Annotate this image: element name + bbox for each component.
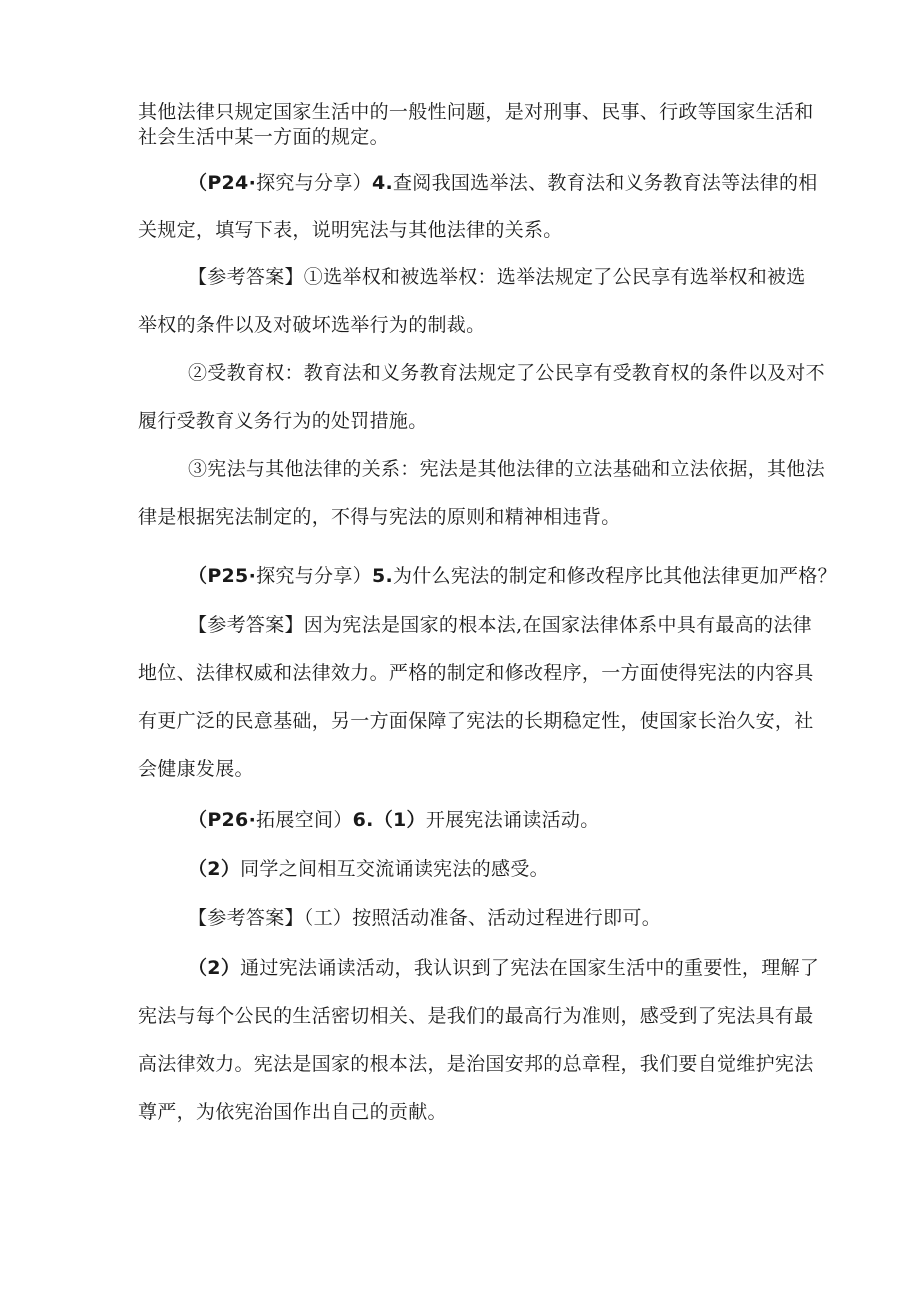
question-text: 开展宪法诵读活动。 bbox=[425, 809, 600, 831]
answer-line: 【参考答案】（工）按照活动准备、活动过程进行即可。 bbox=[188, 907, 662, 929]
paren-open: （ bbox=[188, 565, 208, 587]
section-name: 拓展空间） bbox=[256, 809, 353, 831]
answer-line: 地位、法律权威和法律效力。严格的制定和修改程序，一方面使得宪法的内容具 bbox=[138, 662, 814, 684]
answer-line: 尊严，为依宪治国作出自己的贡献。 bbox=[138, 1101, 447, 1123]
question-number: 6. bbox=[352, 809, 374, 831]
answer-line: 举权的条件以及对破坏选举行为的制裁。 bbox=[138, 314, 486, 336]
separator-dot: · bbox=[248, 172, 257, 194]
answer-line bbox=[188, 956, 819, 980]
section-name: 探究与分享） bbox=[256, 172, 372, 194]
answer-line: 有更广泛的民意基础，另一方面保障了宪法的长期稳定性，使国家长治久安，社 bbox=[138, 710, 814, 732]
question-6-sub-2 bbox=[188, 857, 549, 881]
page-ref: P24 bbox=[207, 172, 249, 194]
paren-open: （ bbox=[188, 809, 208, 831]
question-4-line-2: 关规定，填写下表，说明宪法与其他法律的关系。 bbox=[138, 219, 563, 241]
question-text: 查阅我国选举法、教育法和义务教育法等法律的相 bbox=[392, 172, 818, 194]
page-ref: P25 bbox=[207, 565, 249, 587]
answer-line: ③宪法与其他法律的关系：宪法是其他法律的立法基础和立法依据，其他法 bbox=[188, 458, 825, 480]
question-6-line bbox=[188, 808, 600, 832]
answer-text: 通过宪法诵读活动，我认识到了宪法在国家生活中的重要性，理解了 bbox=[240, 957, 820, 979]
answer-line: 律是根据宪法制定的，不得与宪法的原则和精神相违背。 bbox=[138, 506, 621, 528]
section-name: 探究与分享） bbox=[256, 565, 372, 587]
paragraph-line: 社会生活中某一方面的规定。 bbox=[138, 126, 389, 148]
sub-number: （2） bbox=[188, 957, 241, 979]
answer-line: 高法律效力。宪法是国家的根本法，是治国安邦的总章程，我们要自觉维护宪法 bbox=[138, 1053, 814, 1075]
separator-dot: · bbox=[248, 565, 257, 587]
separator-dot: · bbox=[248, 809, 257, 831]
answer-line: 【参考答案】①选举权和被选举权：选举法规定了公民享有选举权和被选 bbox=[188, 266, 806, 288]
sub-number: （1） bbox=[373, 809, 426, 831]
sub-number: （2） bbox=[188, 858, 241, 880]
question-4-line bbox=[188, 171, 818, 195]
question-text: 为什么宪法的制定和修改程序比其他法律更加严格？ bbox=[392, 565, 837, 587]
paren-open: （ bbox=[188, 172, 208, 194]
question-text: 同学之间相互交流诵读宪法的感受。 bbox=[240, 858, 549, 880]
question-5-line bbox=[188, 564, 837, 588]
answer-line: ②受教育权：教育法和义务教育法规定了公民享有受教育权的条件以及对不 bbox=[188, 362, 825, 384]
answer-line: 【参考答案】因为宪法是国家的根本法,在国家法律体系中具有最高的法律 bbox=[188, 614, 812, 636]
paragraph-line: 其他法律只规定国家生活中的一般性问题，是对刑事、民事、行政等国家生活和 bbox=[138, 101, 814, 123]
answer-line: 宪法与每个公民的生活密切相关、是我们的最高行为准则，感受到了宪法具有最 bbox=[138, 1005, 814, 1027]
answer-line: 会健康发展。 bbox=[138, 758, 254, 780]
question-number: 5. bbox=[371, 565, 393, 587]
page-ref: P26 bbox=[207, 809, 249, 831]
answer-line: 履行受教育义务行为的处罚措施。 bbox=[138, 410, 428, 432]
question-number: 4. bbox=[371, 172, 393, 194]
